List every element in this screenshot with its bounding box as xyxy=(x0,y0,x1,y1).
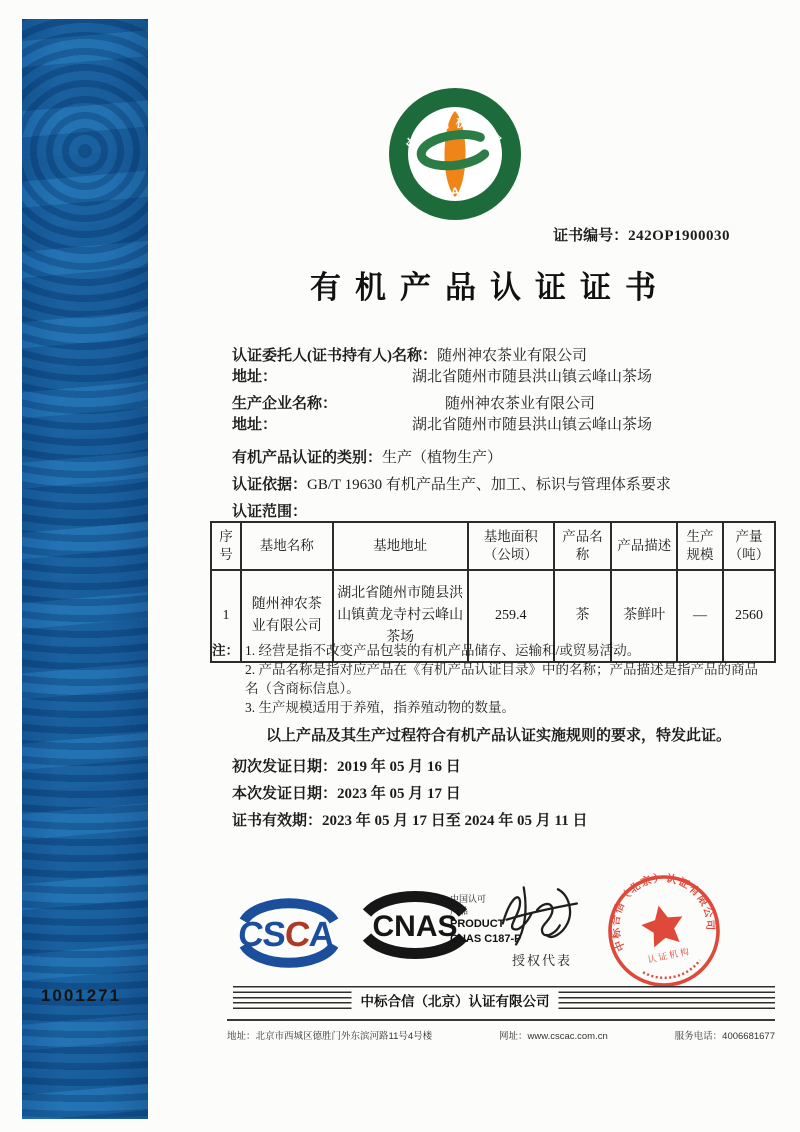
field-applicant-label: 认证委托人(证书持有人)名称： xyxy=(232,348,437,364)
company-seal-icon xyxy=(603,868,725,994)
cell-base-name: 随州神农茶业有限公司 xyxy=(241,570,333,662)
field-address1-value: 湖北省随州市随县洪山镇云峰山茶场 xyxy=(412,369,653,385)
field-basis xyxy=(232,475,780,496)
security-serial-number: 1001271 xyxy=(40,986,122,1005)
col-header-production-scale: 生产规模 xyxy=(677,522,723,570)
notes-prefix: 注： xyxy=(212,643,239,658)
date-first-issue-label: 初次发证日期： xyxy=(232,759,338,775)
field-category xyxy=(232,448,780,469)
field-producer xyxy=(232,394,780,415)
csca-letter-c1: C xyxy=(236,915,264,954)
seal-ring-text: 中标合信（北京）认证有限公司 xyxy=(610,873,715,953)
footer-phone: 服务电话：4006681677 xyxy=(674,1031,775,1042)
cnas-line-code: CNAS C187-P xyxy=(450,933,522,945)
field-address1 xyxy=(232,367,780,388)
footer-rules-band xyxy=(233,986,775,1013)
field-scope-label: 认证范围： xyxy=(232,504,308,520)
date-first-issue-value: 2019 年 05 月 16 日 xyxy=(337,759,461,775)
organic-product-logo-icon xyxy=(387,86,523,222)
date-first-issue xyxy=(232,754,587,781)
signature-caption: 授权代表 xyxy=(512,953,573,968)
date-current-issue-value: 2023 年 05 月 17 日 xyxy=(337,786,461,802)
field-category-label: 有机产品认证的类别： xyxy=(232,450,383,466)
footer-contact-info xyxy=(227,1028,775,1042)
issuance-statement: 以上产品及其生产过程符合有机产品认证实施规则的要求，特发此证。 xyxy=(266,728,732,744)
footer-address: 地址：北京市西城区德胜门外东滨河路11号4号楼 xyxy=(227,1031,433,1042)
cnas-line-cn2: 产品 xyxy=(450,906,469,916)
date-validity xyxy=(232,808,587,835)
footer-divider xyxy=(227,1019,775,1021)
cell-base-area: 259.4 xyxy=(468,570,554,662)
col-header-index: 序号 xyxy=(211,522,241,570)
field-basis-value: GB/T 19630 有机产品生产、加工、标识与管理体系要求 xyxy=(307,477,671,493)
date-validity-label: 证书有效期： xyxy=(232,813,323,829)
cell-output: 2560 xyxy=(723,570,775,662)
table-header-row xyxy=(211,522,775,570)
security-strip xyxy=(22,19,148,1119)
certificate-fields xyxy=(232,346,780,523)
col-header-base-address: 基地地址 xyxy=(333,522,468,570)
seal-center-label: 认证机构 xyxy=(646,945,692,965)
footer-website: 网址：www.cscac.com.cn xyxy=(499,1031,608,1042)
csca-letter-s: S xyxy=(261,915,287,954)
cell-index: 1 xyxy=(211,570,241,662)
field-applicant-value: 随州神农茶业有限公司 xyxy=(437,348,588,364)
field-scope xyxy=(232,502,780,523)
authorized-signature xyxy=(487,876,587,952)
field-applicant xyxy=(232,346,780,367)
cell-product-desc: 茶鲜叶 xyxy=(611,570,677,662)
seal-star xyxy=(638,901,687,949)
field-producer-value: 随州神农茶业有限公司 xyxy=(445,396,596,412)
field-basis-label: 认证依据： xyxy=(232,477,308,493)
certificate-title: 有机产品认证证书 xyxy=(310,270,670,305)
field-producer-label: 生产企业名称： xyxy=(232,396,338,412)
col-header-base-area: 基地面积（公顷） xyxy=(468,522,554,570)
certificate-number-value: 242OP1900030 xyxy=(628,228,730,244)
cnas-line-product: PRODUCT xyxy=(450,918,505,930)
date-current-issue-label: 本次发证日期： xyxy=(232,786,338,802)
csca-letter-a: A xyxy=(307,915,335,954)
field-address2-label: 地址： xyxy=(232,417,278,433)
date-validity-value: 2023 年 05 月 17 日至 2024 年 05 月 11 日 xyxy=(322,813,588,829)
col-header-output: 产量（吨） xyxy=(723,522,775,570)
logo-organic-arc-text: ORGANIC xyxy=(409,167,501,199)
csca-logo-icon xyxy=(236,890,342,976)
note-item-3: 3. 生产规模适用于养殖，指养殖动物的数量。 xyxy=(245,700,515,715)
logo-chinese-arc-text: 中国有机产品 xyxy=(402,114,508,153)
certificate-number xyxy=(553,224,730,245)
certificate-number-label: 证书编号： xyxy=(553,228,629,244)
col-header-product-name: 产品名称 xyxy=(554,522,612,570)
date-current-issue xyxy=(232,781,587,808)
field-address1-label: 地址： xyxy=(232,369,278,385)
col-header-product-desc: 产品描述 xyxy=(611,522,677,570)
col-header-base-name: 基地名称 xyxy=(241,522,333,570)
note-item-2: 2. 产品名称是指对应产品在《有机产品认证目录》中的名称；产品描述是指产品的商品名（含商标信息）。 xyxy=(245,662,758,696)
field-address2-value: 湖北省随州市随县洪山镇云峰山茶场 xyxy=(412,417,653,433)
certifier-company-name: 中标合信（北京）认证有限公司 xyxy=(352,990,559,1010)
cell-base-address: 湖北省随州市随县洪山镇黄龙寺村云峰山茶场 xyxy=(333,570,468,662)
svg-text:CSCA xyxy=(237,915,336,954)
notes-block xyxy=(212,641,774,717)
csca-letter-c2: C xyxy=(283,915,311,954)
cell-production-scale: — xyxy=(677,570,723,662)
cell-product-name: 茶 xyxy=(554,570,612,662)
cnas-line-cn1: 中国认可 xyxy=(450,894,487,904)
cnas-wordmark: CNAS xyxy=(372,910,458,943)
note-item-1: 1. 经营是指不改变产品包装的有机产品储存、运输和/或贸易活动。 xyxy=(245,643,641,658)
dates-block xyxy=(232,754,587,835)
field-category-value: 生产（植物生产） xyxy=(382,450,503,466)
field-address2 xyxy=(232,415,780,436)
